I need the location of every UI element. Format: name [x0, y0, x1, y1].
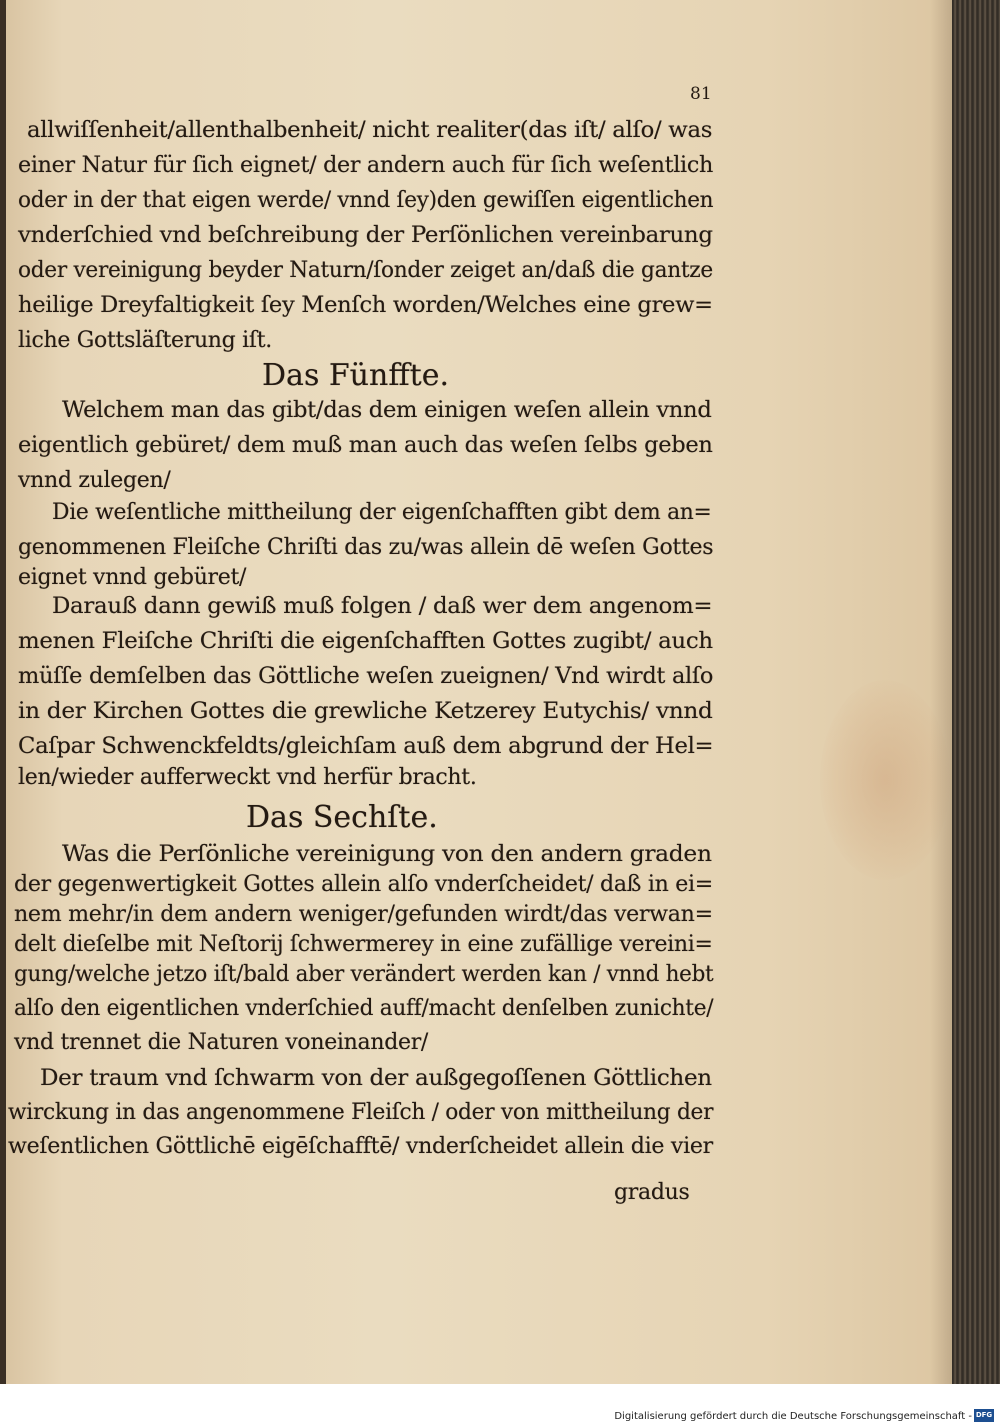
text-line: alſo den eigentlichen vnderſchied auff/macht denſelben zunichte/ — [14, 996, 714, 1021]
text-line: weſentlichen Göttlichē eigēſchafftē/ vnderſcheidet allein die vier — [8, 1134, 713, 1159]
text-line: oder vereinigung beyder Naturn/ſonder zeiget an/daß die gantze — [18, 258, 713, 283]
text-line: liche Gottsläſterung iſt. — [18, 328, 272, 353]
text-line: Der traum vnd ſchwarm von der außgegoſſenen Göttlichen — [40, 1066, 712, 1091]
text-line: nem mehr/in dem andern weniger/gefunden wirdt/das verwan= — [14, 902, 713, 927]
text-line: gung/welche jetzo iſt/bald aber verändert werden kan / vnnd hebt — [14, 962, 714, 987]
text-line: Caſpar Schwenckfeldts/gleichſam auß dem abgrund der Hel= — [18, 734, 714, 759]
text-line: wirckung in das angenommene Fleiſch / oder von mittheilung der — [8, 1100, 714, 1125]
page-edge-shadow — [930, 0, 952, 1384]
section-heading: Das Sechſte. — [246, 800, 438, 835]
text-line: vnderſchied vnd beſchreibung der Perſönlichen vereinbarung — [18, 223, 713, 248]
text-line: delt dieſelbe mit Neſtorij ſchwermerey in eine zufällige vereini= — [14, 932, 713, 957]
text-line: menen Fleiſche Chriſti die eigenſchafften Gottes zugibt/ auch — [18, 629, 713, 654]
catchword: gradus — [614, 1180, 690, 1205]
text-line: einer Natur für ſich eignet/ der andern auch für ſich weſentlich — [18, 153, 714, 178]
text-line: Was die Perſönliche vereinigung von den andern graden — [62, 842, 712, 867]
dfg-logo: DFG — [974, 1409, 994, 1422]
book-fore-edge — [952, 0, 1000, 1384]
text-line: genommenen Fleiſche Chriſti das zu/was allein dē weſen Gottes — [18, 535, 714, 560]
text-line: Die weſentliche mittheilung der eigenſchafften gibt dem an= — [52, 500, 712, 525]
text-line: Welchem man das gibt/das dem einigen weſen allein vnnd — [62, 398, 712, 423]
text-line: eigentlich gebüret/ dem muß man auch das weſen ſelbs geben — [18, 433, 713, 458]
page-number: 81 — [690, 84, 712, 104]
section-heading: Das Fünffte. — [262, 358, 449, 393]
text-line: len/wieder aufferweckt vnd herfür bracht. — [18, 765, 477, 790]
text-line: in der Kirchen Gottes die grewliche Ketzerey Eutychis/ vnnd — [18, 699, 713, 724]
text-line: Darauß dann gewiß muß folgen / daß wer dem angenom= — [52, 594, 713, 619]
text-line: vnd trennet die Naturen voneinander/ — [14, 1030, 429, 1055]
text-line: heilige Dreyfaltigkeit ſey Menſch worden/Welches eine grew= — [18, 293, 713, 318]
text-line: vnnd zulegen/ — [18, 468, 171, 493]
text-line: müſſe demſelben das Göttliche weſen zueignen/ Vnd wirdt alſo — [18, 664, 714, 689]
text-line: der gegenwertigkeit Gottes allein alſo vnderſcheidet/ daß in ei= — [14, 872, 713, 897]
text-line: allwiſſenheit/allenthalbenheit/ nicht realiter(das iſt/ alſo/ was — [27, 118, 713, 143]
text-line: eignet vnnd gebüret/ — [18, 565, 247, 590]
footer-credit: Digitalisierung gefördert durch die Deutsche Forschungsgemeinschaft - — [614, 1411, 972, 1422]
text-line: oder in der that eigen werde/ vnnd ſey)den gewiſſen eigentlichen — [18, 188, 714, 213]
